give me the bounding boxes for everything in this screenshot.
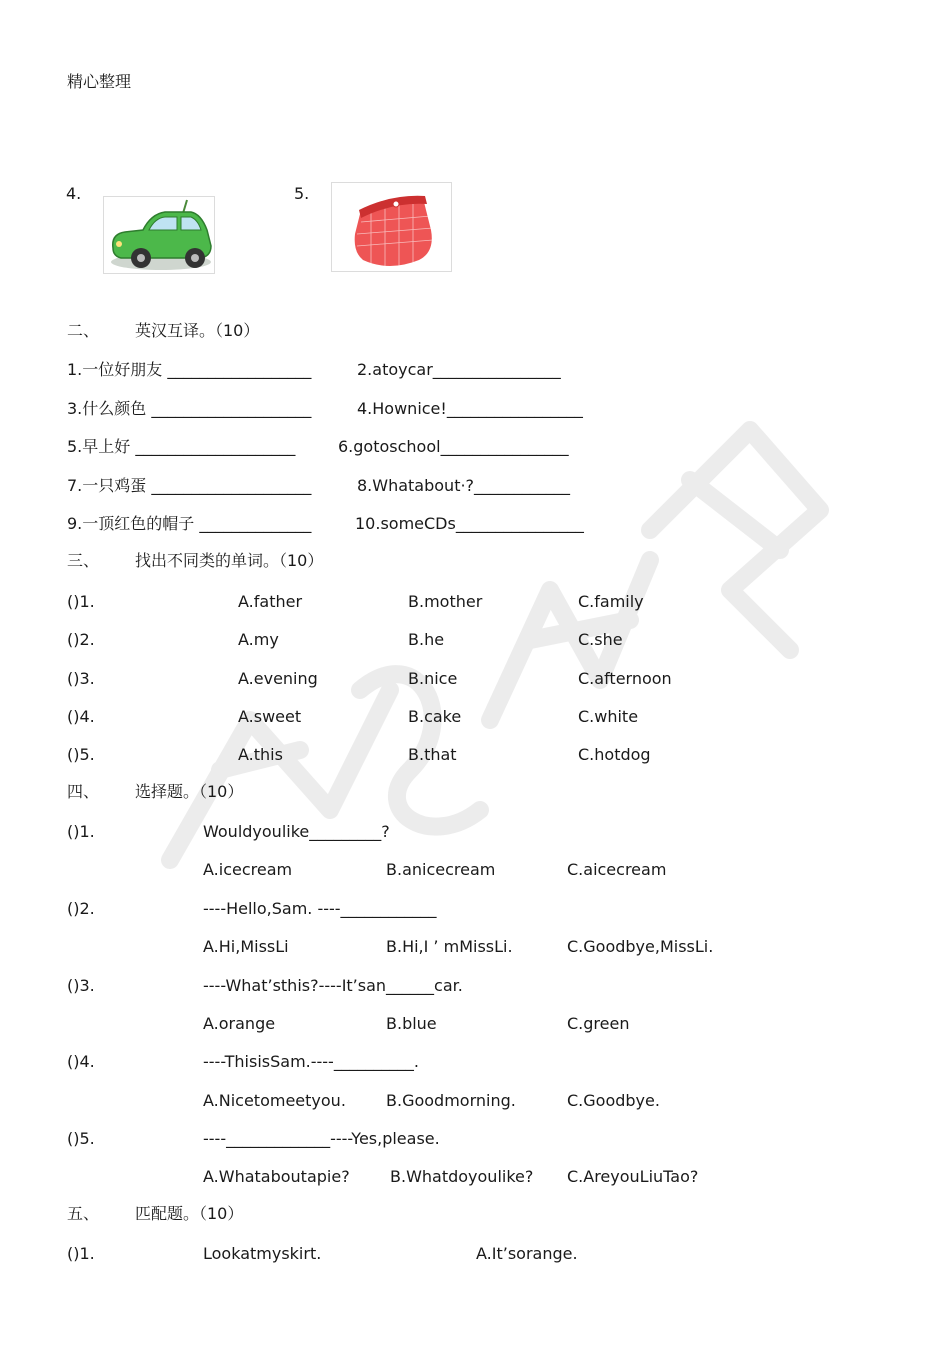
section-2-title: 英汉互译。（10）: [135, 321, 260, 340]
option-a: A.sweet: [238, 707, 302, 726]
option-b: B.anicecream: [386, 860, 496, 879]
question-number: ()3.: [67, 669, 95, 688]
toy-car-icon: [103, 196, 215, 274]
question-stem: Wouldyoulike_________?: [203, 822, 390, 841]
option-b: B.he: [408, 630, 445, 649]
option-c: C.family: [578, 592, 644, 611]
section-4-title: 选择题。（10）: [135, 782, 244, 801]
translation-item: 5.早上好 ____________________: [67, 437, 296, 456]
red-hat-icon: [331, 182, 452, 272]
section-5-number: 五、: [67, 1204, 100, 1223]
option-c: C.AreyouLiuTao?: [567, 1167, 699, 1186]
translation-item: 1.一位好朋友 __________________: [67, 360, 312, 379]
translation-item: 10.someCDs________________: [355, 514, 584, 533]
option-a: A.Nicetomeetyou.: [203, 1091, 346, 1110]
option-c: C.aicecream: [567, 860, 667, 879]
option-b: B.blue: [386, 1014, 437, 1033]
question-number: ()4.: [67, 1052, 95, 1071]
question-number: ()1.: [67, 592, 95, 611]
option-b: B.that: [408, 745, 457, 764]
question-number: ()5.: [67, 745, 95, 764]
question-number: ()1.: [67, 822, 95, 841]
translation-item: 3.什么颜色 ____________________: [67, 399, 312, 418]
question-stem: ----Hello,Sam. ----____________: [203, 899, 437, 918]
question-number: ()4.: [67, 707, 95, 726]
option-a: A.orange: [203, 1014, 276, 1033]
option-b: B.Goodmorning.: [386, 1091, 516, 1110]
option-a: A.my: [238, 630, 279, 649]
translation-item: 2.atoycar________________: [357, 360, 561, 379]
picture-number-5: 5.: [294, 184, 310, 203]
question-number: ()2.: [67, 899, 95, 918]
section-4-number: 四、: [67, 782, 100, 801]
section-5-title: 匹配题。（10）: [135, 1204, 244, 1223]
match-right-item: A.It’sorange.: [476, 1244, 578, 1263]
translation-item: 6.gotoschool________________: [338, 437, 569, 456]
option-b: B.mother: [408, 592, 483, 611]
option-b: B.nice: [408, 669, 458, 688]
translation-item: 8.Whatabout·?____________: [357, 476, 571, 495]
question-number: ()1.: [67, 1244, 95, 1263]
option-c: C.afternoon: [578, 669, 672, 688]
section-3-number: 三、: [67, 551, 100, 570]
option-b: B.cake: [408, 707, 462, 726]
option-c: C.hotdog: [578, 745, 651, 764]
question-number: ()5.: [67, 1129, 95, 1148]
question-stem: ----What’sthis?----It’san______car.: [203, 976, 463, 995]
option-c: C.green: [567, 1014, 630, 1033]
option-b: B.Hi,I ’ mMissLi.: [386, 937, 513, 956]
section-3-title: 找出不同类的单词。（10）: [135, 551, 324, 570]
question-stem: ----ThisisSam.----__________.: [203, 1052, 419, 1071]
question-stem: ----_____________----Yes,please.: [203, 1129, 440, 1148]
option-a: A.Hi,MissLi: [203, 937, 289, 956]
option-c: C.Goodbye.: [567, 1091, 660, 1110]
translation-item: 7.一只鸡蛋 ____________________: [67, 476, 312, 495]
option-a: A.Whataboutapie?: [203, 1167, 350, 1186]
option-b: B.Whatdoyoulike?: [390, 1167, 534, 1186]
match-left-item: Lookatmyskirt.: [203, 1244, 322, 1263]
option-a: A.this: [238, 745, 283, 764]
option-a: A.evening: [238, 669, 318, 688]
translation-item: 9.一顶红色的帽子 ______________: [67, 514, 312, 533]
option-c: C.Goodbye,MissLi.: [567, 937, 714, 956]
option-c: C.she: [578, 630, 623, 649]
page-header: 精心整理: [67, 72, 132, 91]
translation-item: 4.Hownice!_________________: [357, 399, 583, 418]
question-number: ()3.: [67, 976, 95, 995]
question-number: ()2.: [67, 630, 95, 649]
option-c: C.white: [578, 707, 639, 726]
option-a: A.icecream: [203, 860, 293, 879]
option-a: A.father: [238, 592, 303, 611]
section-2-number: 二、: [67, 321, 100, 340]
picture-number-4: 4.: [66, 184, 82, 203]
